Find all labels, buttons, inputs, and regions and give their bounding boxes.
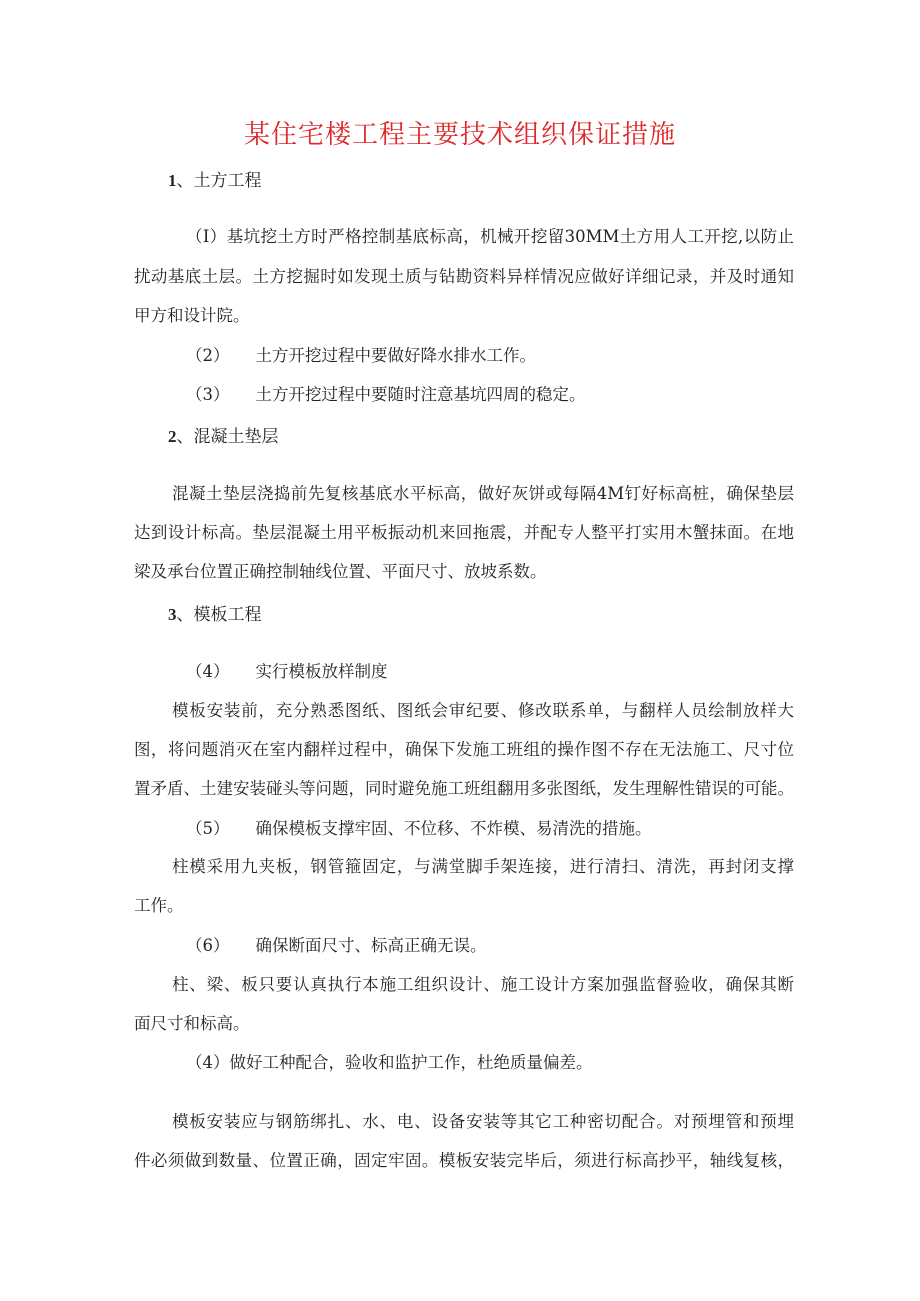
item-text: 土方开挖过程中要随时注意基坑四周的稳定。 (255, 385, 586, 404)
item-text: 实行模板放样制度 (255, 662, 388, 681)
list-item: （4）做好工种配合，验收和监护工作，杜绝质量偏差。 (186, 1053, 593, 1072)
section-title: 、模板工程 (176, 605, 262, 625)
paragraph-line: 工作。 (134, 896, 184, 915)
section-number: 1 (168, 171, 177, 190)
section-number: 3 (168, 605, 177, 624)
list-item (186, 345, 536, 367)
paragraph-line: 柱模采用九夹板，钢管箍固定，与满堂脚手架连接，进行清扫、清洗，再封闭支撑 (172, 857, 794, 876)
section-title: 、混凝土垫层 (176, 427, 279, 447)
paragraph-line: 模板安装应与钢筋绑扎、水、电、设备安装等其它工种密切配合。对预埋管和预埋 (172, 1112, 794, 1131)
paragraph-line: 图，将问题消灭在室内翻样过程中，确保下发施工班组的操作图不存在无法施工、尺寸位 (134, 740, 794, 759)
item-text: 确保模板支撑牢固、不位移、不炸模、易清洗的措施。 (255, 819, 652, 838)
item-text: 确保断面尺寸、标高正确无误。 (255, 936, 487, 955)
paragraph-line: 面尺寸和标高。 (134, 1014, 250, 1033)
section-number: 2 (168, 427, 177, 446)
item-number: （5） (186, 819, 230, 838)
document-title: 某住宅楼工程主要技术组织保证措施 (243, 120, 676, 150)
list-item (186, 818, 652, 840)
section-title: 、土方工程 (176, 171, 262, 191)
list-item (186, 384, 586, 406)
item-number: （2） (186, 346, 230, 365)
paragraph-line: 置矛盾、土建安装碰头等问题，同时避免施工班组翻用多张图纸，发生理解性错误的可能。 (134, 779, 794, 798)
item-number: （6） (186, 936, 230, 955)
section-heading-3 (168, 604, 262, 626)
paragraph-line: 混凝土垫层浇捣前先复核基底水平标高，做好灰饼或每隔4M钉好标高桩，确保垫层 (172, 484, 794, 503)
paragraph-line: 件必须做到数量、位置正确，固定牢固。模板安装完毕后，须进行标高抄平，轴线复核， (134, 1151, 794, 1170)
paragraph-line: 柱、梁、板只要认真执行本施工组织设计、施工设计方案加强监督验收，确保其断 (172, 975, 794, 994)
paragraph-line: （I）基坑挖土方时严格控制基底标高，机械开挖留30MM土方用人工开挖,以防止 (186, 227, 794, 246)
list-item (186, 935, 487, 957)
item-number: （4） (186, 662, 230, 681)
paragraph-line: 模板安装前，充分熟悉图纸、图纸会审纪要、修改联系单，与翻样人员绘制放样大 (172, 701, 794, 720)
paragraph-line: 达到设计标高。垫层混凝土用平板振动机来回拖震，并配专人整平打实用木蟹抹面。在地 (134, 523, 794, 542)
section-heading-2 (168, 426, 279, 448)
list-item (186, 661, 388, 683)
paragraph-line: 梁及承台位置正确控制轴线位置、平面尺寸、放坡系数。 (134, 562, 547, 581)
item-text: 土方开挖过程中要做好降水排水工作。 (255, 346, 536, 365)
paragraph-line: 甲方和设计院。 (134, 306, 250, 325)
paragraph-line: 扰动基底土层。土方挖掘时如发现土质与钻勘资料异样情况应做好详细记录，并及时通知 (134, 267, 794, 286)
item-number: （3） (186, 385, 230, 404)
section-heading-1 (168, 170, 262, 192)
